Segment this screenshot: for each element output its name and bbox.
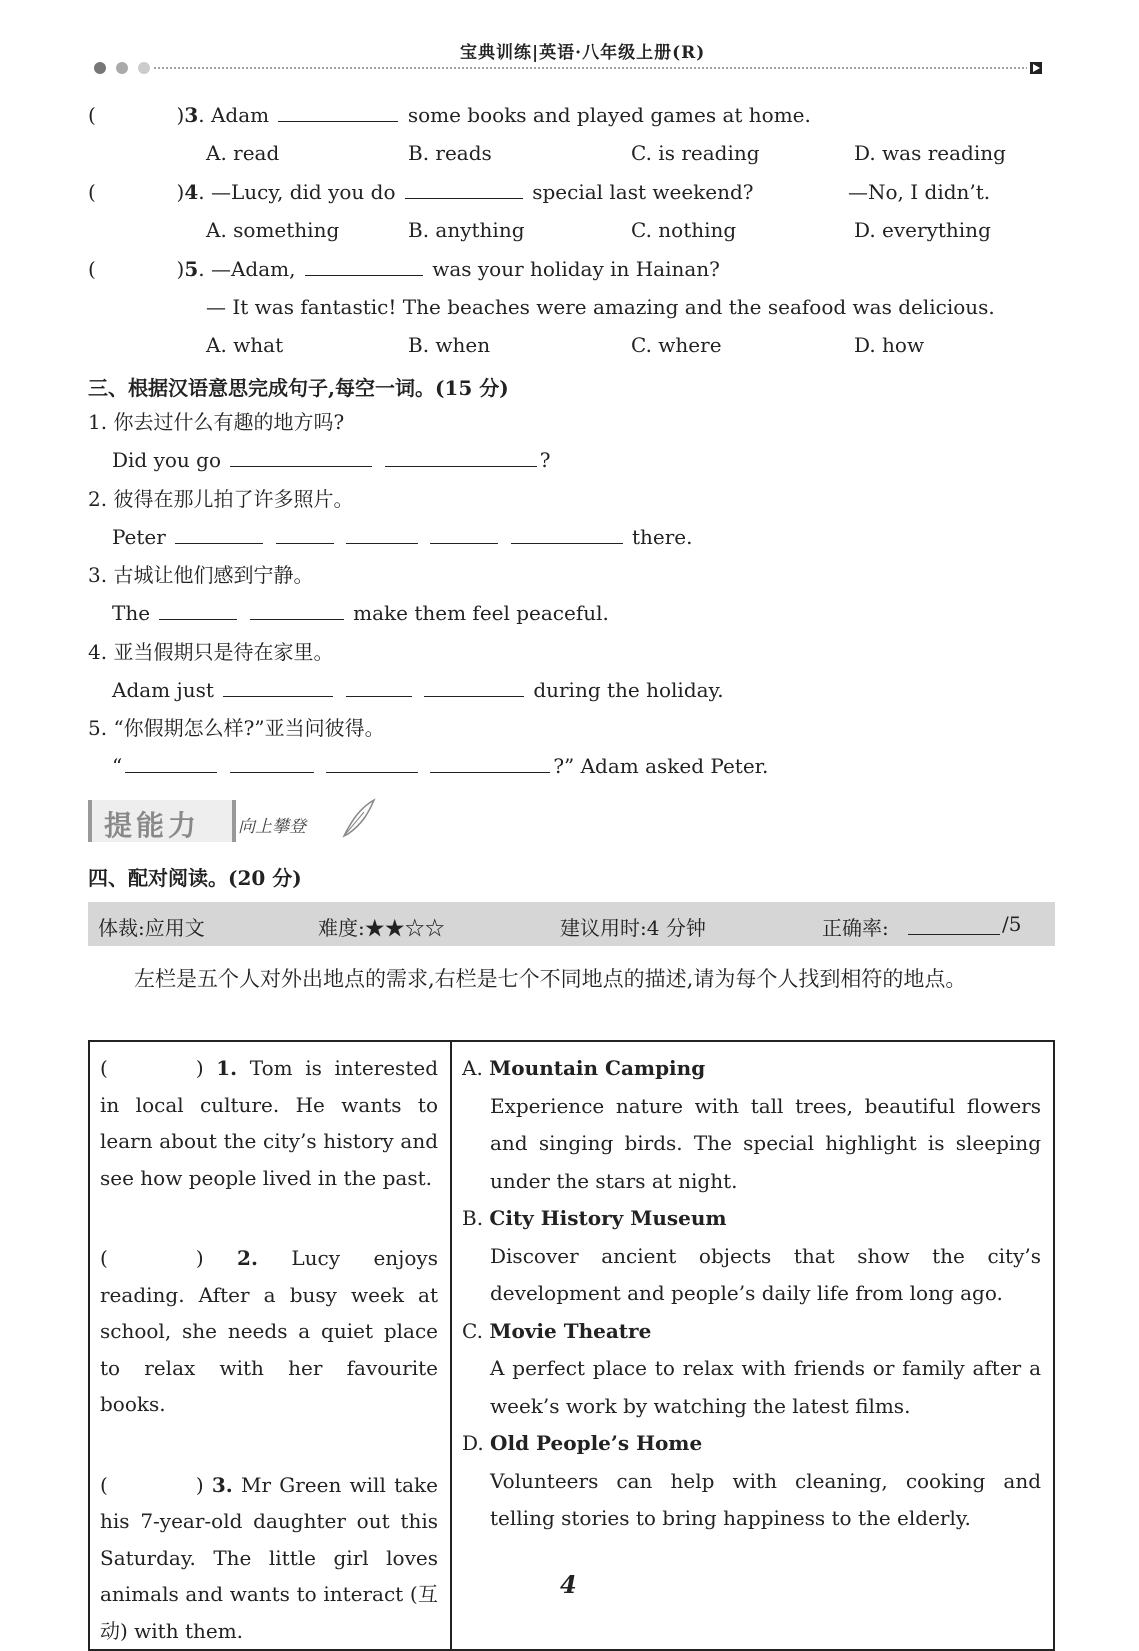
fill-blank[interactable] — [159, 601, 237, 620]
question-text: —Lucy, did you do — [210, 180, 396, 204]
person-need-text: Tom is interested in local culture. He wants to learn about the city’s history and see how people lived in the past. — [100, 1056, 438, 1190]
fill-blank[interactable] — [223, 678, 333, 697]
question-number: 3 — [184, 103, 199, 127]
item-number: 2. — [237, 1246, 258, 1270]
sentence-text: ?” Adam asked Peter. — [553, 754, 769, 778]
place-name: Mountain Camping — [489, 1056, 706, 1080]
option-c: C. is reading — [631, 141, 760, 165]
dialogue-reply: —No, I didn’t. — [848, 180, 991, 204]
question-text: some books and played games at home. — [407, 103, 811, 127]
page-number: 4 — [560, 1570, 577, 1599]
person-need-text: Mr Green will take his 7-year-old daughter out this Saturday. The little girl loves animals and wants to interact (互动) with them. — [100, 1472, 438, 1643]
translation-answer-4 — [112, 678, 724, 702]
accuracy-label: 正确率: — [822, 916, 889, 940]
fill-blank[interactable] — [276, 525, 334, 544]
sentence-text: there. — [631, 525, 693, 549]
fill-blank[interactable] — [385, 448, 537, 467]
section-3-title: 三、根据汉语意思完成句子,每空一词。(15 分) — [88, 376, 509, 400]
place-name: City History Museum — [489, 1206, 727, 1230]
sentence-text: ? — [539, 448, 551, 472]
answer-paren-open: ( — [100, 1056, 108, 1080]
info-bar — [88, 902, 1055, 946]
fill-blank[interactable] — [424, 678, 524, 697]
sentence-text: Peter — [112, 525, 166, 549]
option-c: C. where — [631, 333, 722, 357]
place-name: Old People’s Home — [490, 1431, 703, 1455]
option-a: A. read — [206, 141, 280, 165]
option-c: C. nothing — [631, 218, 737, 242]
place-letter: D. — [462, 1431, 484, 1455]
section-4-intro: 左栏是五个人对外出地点的需求,右栏是七个不同地点的描述,请为每个人找到相符的地点。 — [134, 967, 967, 991]
question-text: Adam — [210, 103, 270, 127]
option-b: B. when — [408, 333, 491, 357]
mc-question-4: ( )4. —Lucy, did you do special last weekend? — [88, 180, 754, 204]
place-item-d — [452, 1425, 1053, 1538]
place-letter: C. — [462, 1318, 483, 1343]
fill-blank[interactable] — [175, 525, 263, 544]
option-a: A. what — [206, 333, 284, 357]
sentence-text: make them feel peaceful. — [353, 601, 609, 625]
translation-prompt-4: 4. 亚当假期只是待在家里。 — [88, 640, 334, 664]
section-banner — [88, 800, 236, 842]
place-description: Volunteers can help with cleaning, cooking and telling stories to bring happiness to the elderly. — [490, 1468, 1041, 1530]
banner-title: 提能力 — [104, 809, 201, 842]
option-d: D. how — [854, 333, 925, 357]
question-text: was your holiday in Hainan? — [432, 257, 720, 281]
fill-blank[interactable] — [305, 257, 423, 276]
person-item-3: ( ) 3. Mr Green will take his 7-year-old daughter out this Saturday. The little girl loves animals and wants to interact (互动) with them. — [100, 1472, 438, 1643]
option-d: D. was reading — [854, 141, 1006, 165]
answer-paren-open: ( — [100, 1472, 108, 1497]
sentence-text: “ — [112, 754, 123, 778]
header-rule — [92, 60, 1048, 72]
answer-paren-close: ) — [176, 180, 185, 204]
answer-paren-open: ( — [88, 180, 96, 204]
page-header-title: 宝典训练|英语·八年级上册(R) — [460, 43, 706, 63]
translation-answer-2 — [112, 525, 693, 549]
genre-label: 体裁:应用文 — [98, 916, 205, 940]
answer-paren-open: ( — [100, 1246, 108, 1270]
person-item-2: ( ) 2. Lucy enjoys reading. After a busy week at school, she needs a quiet place to relax with her favourite books. — [100, 1246, 438, 1416]
option-a: A. something — [206, 218, 340, 242]
time-label: 建议用时:4 分钟 — [560, 916, 706, 940]
header-dots-line — [92, 61, 1048, 75]
question-number: 4 — [184, 180, 199, 204]
question-number: 5 — [184, 257, 199, 281]
person-item-1: ( ) 1. Tom is interested in local culture. He wants to learn about the city’s history and see how people lived in the past. — [100, 1056, 438, 1190]
places-column — [451, 1041, 1054, 1650]
translation-prompt-5: 5. “你假期怎么样?”亚当问彼得。 — [88, 716, 385, 740]
translation-answer-1 — [112, 448, 550, 472]
fill-blank[interactable] — [230, 448, 372, 467]
place-item-b — [452, 1200, 1053, 1313]
item-number: 1. — [216, 1056, 238, 1080]
fill-blank[interactable] — [346, 525, 418, 544]
translation-prompt-1: 1. 你去过什么有趣的地方吗? — [88, 410, 345, 434]
difficulty-label: 难度:★★☆☆ — [318, 916, 445, 940]
item-number: 3. — [211, 1472, 233, 1497]
place-item-a — [452, 1042, 1053, 1200]
translation-answer-3 — [112, 601, 609, 625]
person-need-text: Lucy enjoys reading. After a busy week at school, she needs a quiet place to relax with her favourite books. — [100, 1246, 438, 1416]
accuracy-total: /5 — [1002, 912, 1022, 936]
place-description: Discover ancient objects that show the city’s development and people’s daily life from long ago. — [490, 1243, 1041, 1305]
answer-paren-close: ) — [176, 103, 185, 127]
place-description: Experience nature with tall trees, beautiful flowers and singing birds. The special highlight is sleeping under the stars at night. — [490, 1093, 1041, 1193]
fill-blank[interactable] — [278, 103, 398, 122]
translation-prompt-2: 2. 彼得在那儿拍了许多照片。 — [88, 487, 354, 511]
dialogue-reply: — It was fantastic! The beaches were amazing and the seafood was delicious. — [206, 295, 995, 319]
fill-blank[interactable] — [405, 180, 523, 199]
fill-blank[interactable] — [346, 678, 412, 697]
answer-paren-close: ) — [176, 257, 185, 281]
fill-blank[interactable] — [250, 601, 344, 620]
sentence-text: during the holiday. — [533, 678, 724, 702]
place-letter: A. — [462, 1056, 483, 1080]
banner-subtitle: 向上攀登 — [238, 817, 306, 837]
fill-blank[interactable] — [125, 754, 217, 773]
option-d: D. everything — [854, 218, 991, 242]
question-text: special last weekend? — [532, 180, 754, 204]
sentence-text: Adam just — [112, 678, 214, 702]
place-description: A perfect place to relax with friends or family after a week’s work by watching the latest films. — [490, 1356, 1041, 1418]
mc-question-3: ( )3. Adam some books and played games at home. — [88, 103, 811, 127]
place-letter: B. — [462, 1206, 484, 1230]
translation-prompt-3: 3. 古城让他们感到宁静。 — [88, 563, 314, 587]
fill-blank[interactable] — [230, 754, 314, 773]
fill-blank[interactable] — [430, 754, 550, 773]
answer-paren-open: ( — [88, 257, 96, 281]
section-4-title: 四、配对阅读。(20 分) — [88, 866, 302, 890]
place-item-c — [452, 1313, 1053, 1426]
option-b: B. anything — [408, 218, 525, 242]
place-name: Movie Theatre — [489, 1318, 652, 1343]
answer-paren-open: ( — [88, 103, 96, 127]
sentence-text: Did you go — [112, 448, 222, 472]
fill-blank[interactable] — [430, 525, 498, 544]
fill-blank[interactable] — [511, 525, 623, 544]
mc-question-5: ( )5. —Adam, was your holiday in Hainan? — [88, 257, 720, 281]
sentence-text: The — [112, 601, 151, 625]
fill-blank[interactable] — [326, 754, 418, 773]
option-b: B. reads — [408, 141, 492, 165]
matching-table — [88, 1040, 1055, 1651]
accuracy-blank[interactable] — [908, 914, 1000, 935]
question-text: —Adam, — [210, 257, 296, 281]
people-column — [89, 1041, 451, 1650]
feather-icon — [338, 796, 378, 844]
translation-answer-5 — [112, 754, 768, 778]
